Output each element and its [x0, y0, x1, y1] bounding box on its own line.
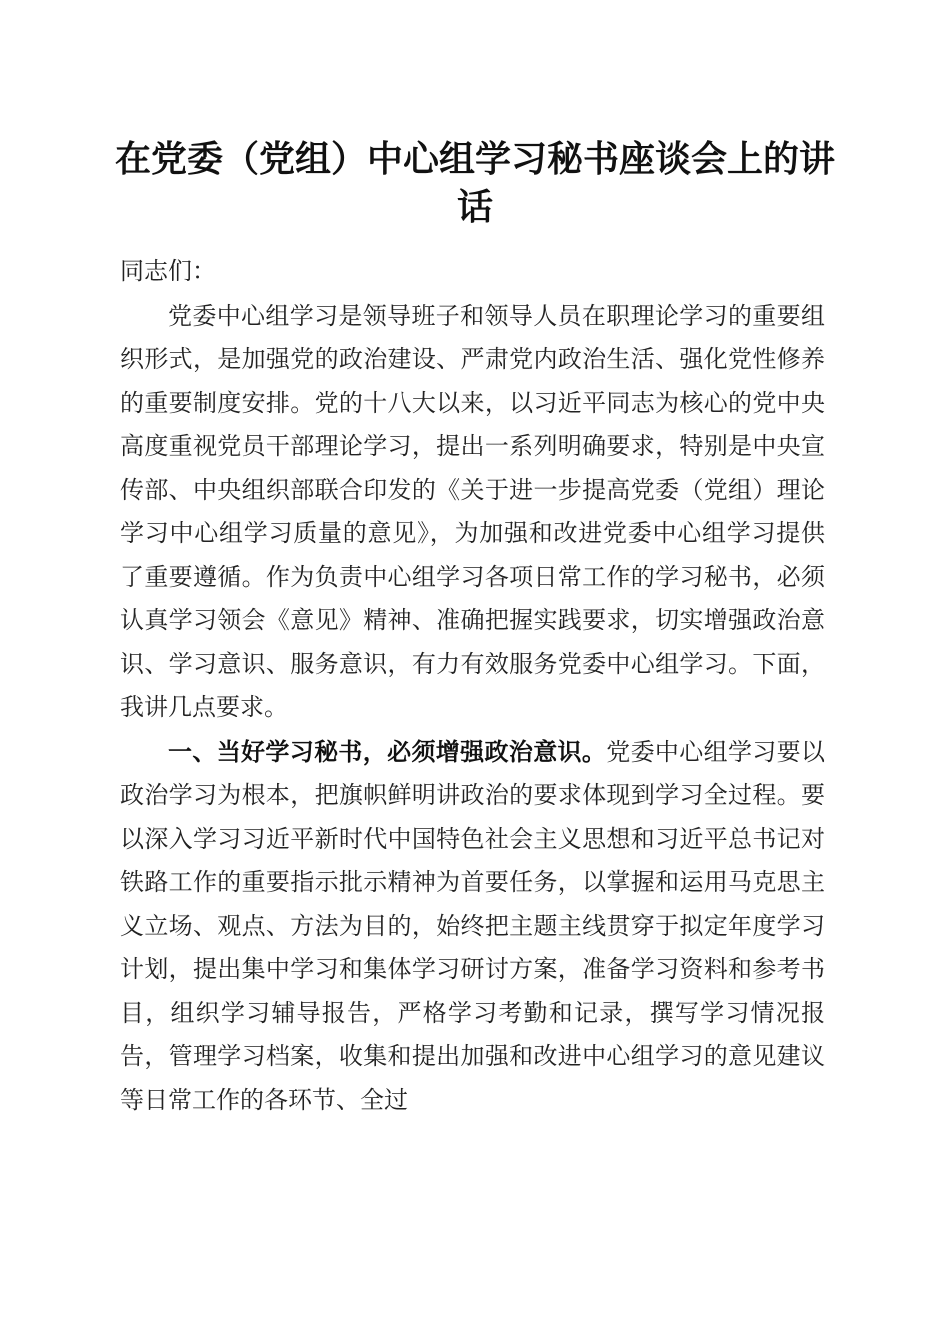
- paragraph-section-one: [120, 730, 825, 1123]
- paragraph-text: 党委中心组学习要以政治学习为根本，把旗帜鲜明讲政治的要求体现到学习全过程。要以深入学习习近平新时代中国特色社会主义思想和习近平总书记对铁路工作的重要指示批示精神为首要任务，以掌握和运用马克思主义立场、观点、方法为目的，始终把主题主线贯穿于拟定年度学习计划，提出集中学习和集体学习研讨方案，准备学习资料和参考书目，组织学习辅导报告，严格学习考勤和记录，撰写学习情况报告，管理学习档案，收集和提出加强和改进中心组学习的意见建议等日常工作的各环节、全过: [120, 737, 826, 1114]
- salutation: 同志们：: [120, 257, 216, 285]
- paragraph-text: 党委中心组学习是领导班子和领导人员在职理论学习的重要组织形式，是加强党的政治建设、严肃党内政治生活、强化党性修养的重要制度安排。党的十八大以来，以习近平同志为核心的党中央高度重视党员干部理论学习，提出一系列明确要求，特别是中央宣传部、中央组织部联合印发的《关于进一步提高党委（党组）理论学习中心组学习质量的意见》，为加强和改进党委中心组学习提供了重要遵循。作为负责中心组学习各项日常工作的学习秘书，必须认真学习领会《意见》精神、准确把握实践要求，切实增强政治意识、学习意识、服务意识，有力有效服务党委中心组学习。下面，我讲几点要求。: [120, 301, 825, 721]
- document-title: 在党委（党组）中心组学习秘书座谈会上的讲话: [114, 138, 835, 228]
- section-heading: 一、当好学习秘书，必须增强政治意识。: [168, 736, 607, 766]
- paragraph-intro: [120, 294, 825, 730]
- document-body: [120, 250, 825, 1122]
